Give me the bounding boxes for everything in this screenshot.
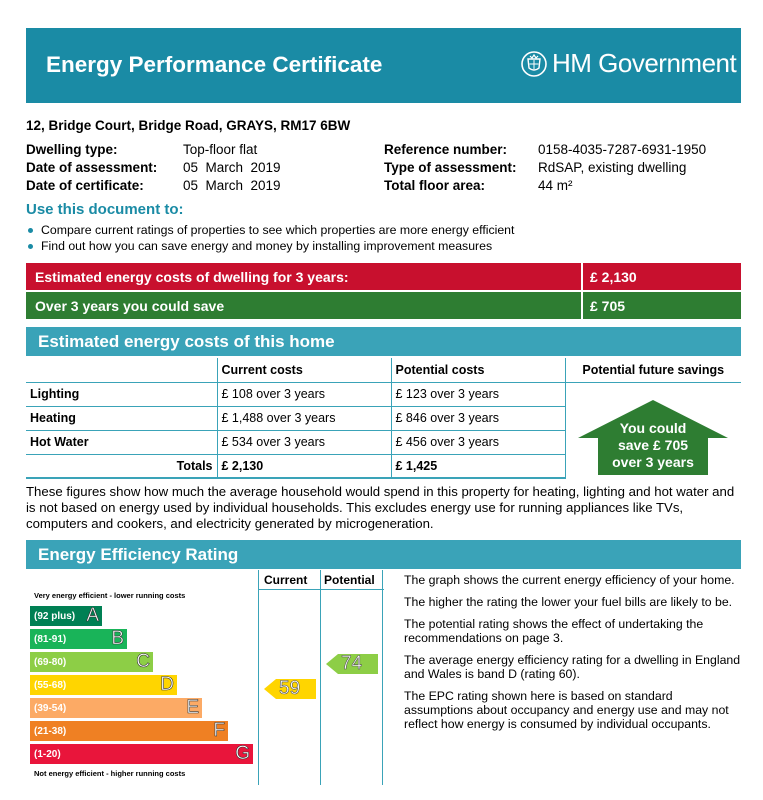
date-assessment-value: 05 March 2019 <box>183 160 281 175</box>
dwelling-type-label: Dwelling type: <box>26 142 118 157</box>
royal-coat-of-arms-icon <box>520 50 548 78</box>
savings-bar <box>26 292 741 319</box>
estimated-costs-value: £ 2,130 <box>590 269 637 285</box>
estimated-costs-label: Estimated energy costs of dwelling for 3 years: <box>35 269 349 285</box>
efficiency-note: The graph shows the current energy efficiency of your home. <box>404 573 735 587</box>
use-document-list <box>26 222 514 254</box>
band-g: (1-20) G <box>30 744 253 764</box>
band-a: (92 plus) A <box>30 606 102 626</box>
current-column-header: Current <box>264 573 308 587</box>
date-certificate-value: 05 March 2019 <box>183 178 281 193</box>
savings-label: Over 3 years you could save <box>35 298 225 314</box>
hm-government-logo <box>520 48 736 79</box>
totals-row: Totals £ 2,130 £ 1,425 <box>26 454 741 478</box>
potential-costs-header: Potential costs <box>391 358 565 382</box>
efficiency-note: The potential rating shows the effect of undertaking the recommendations on page 3. <box>404 617 704 645</box>
costs-section-title: Estimated energy costs of this home <box>38 332 335 351</box>
certificate-title: Energy Performance Certificate <box>46 52 383 77</box>
bullet-icon <box>28 244 33 249</box>
potential-column-header: Potential <box>324 573 375 587</box>
dwelling-type-value: Top-floor flat <box>183 142 258 157</box>
dwelling-details-left <box>26 141 281 195</box>
potential-rating-value: 74 <box>341 653 363 674</box>
efficiency-section-title: Energy Efficiency Rating <box>38 545 239 564</box>
reference-label: Reference number: <box>384 142 508 157</box>
reference-value: 0158-4035-7287-6931-1950 <box>538 142 707 157</box>
costs-section-header <box>26 327 741 356</box>
table-header-row <box>26 358 741 382</box>
savings-arrow-text: You could save £ 705 over 3 years <box>612 420 694 470</box>
bottom-scale-label: Not energy efficient - higher running costs <box>34 769 186 778</box>
efficiency-note: The EPC rating shown here is based on standard assumptions about occupancy and energy use and may not reflect how energy is consumed by individual occupants. <box>404 689 729 731</box>
future-savings-header: Potential future savings <box>565 358 741 382</box>
assessment-type-value: RdSAP, existing dwelling <box>538 160 687 175</box>
floor-area-value: 44 m² <box>538 178 573 193</box>
current-rating-indicator <box>264 679 316 699</box>
table-row: Lighting £ 108 over 3 years £ 123 over 3 years <box>26 382 741 406</box>
date-certificate-label: Date of certificate: <box>26 178 144 193</box>
list-item: Find out how you can save energy and money by installing improvement measures <box>26 238 514 254</box>
date-assessment-label: Date of assessment: <box>26 160 158 175</box>
efficiency-note: The average energy efficiency rating for a dwelling in England and Wales is band D (rating 60). <box>404 653 741 681</box>
table-row: Heating £ 1,488 over 3 years £ 846 over 3 years <box>26 406 741 430</box>
property-address: 12, Bridge Court, Bridge Road, GRAYS, RM17 6BW <box>26 118 351 133</box>
efficiency-notes <box>404 573 741 739</box>
use-document-title: Use this document to: <box>26 201 184 218</box>
band-d: (55-68) D <box>30 675 177 695</box>
band-e: (39-54) E <box>30 698 202 718</box>
costs-explanation: These figures show how much the average household would spend in this property for heating, lighting and hot water and is not based on energy used by individual households. This excludes energy use for running appliances like TVs, computers and cookers, and electricity generated by microgeneration. <box>26 484 735 531</box>
band-c: (69-80) C <box>30 652 153 672</box>
government-label: HM Government <box>552 48 737 78</box>
band-f: (21-38) F <box>30 721 228 741</box>
current-rating-value: 59 <box>279 678 301 699</box>
assessment-type-label: Type of assessment: <box>384 160 517 175</box>
efficiency-rating-graph <box>26 570 386 785</box>
efficiency-section-header <box>26 540 741 569</box>
dwelling-details-right <box>384 141 706 195</box>
list-item: Compare current ratings of properties to see which properties are more energy efficient <box>26 222 514 238</box>
efficiency-note: The higher the rating the lower your fuel bills are likely to be. <box>404 595 733 609</box>
top-scale-label: Very energy efficient - lower running costs <box>34 591 186 600</box>
band-b: (81-91) B <box>30 629 127 649</box>
potential-rating-indicator <box>326 654 378 674</box>
certificate-header <box>26 28 741 103</box>
current-costs-header: Current costs <box>217 358 391 382</box>
table-row: Hot Water £ 534 over 3 years £ 456 over 3 years <box>26 430 741 454</box>
estimated-costs-bar <box>26 263 741 290</box>
bullet-icon <box>28 228 33 233</box>
savings-value: £ 705 <box>590 298 626 314</box>
floor-area-label: Total floor area: <box>384 178 486 193</box>
